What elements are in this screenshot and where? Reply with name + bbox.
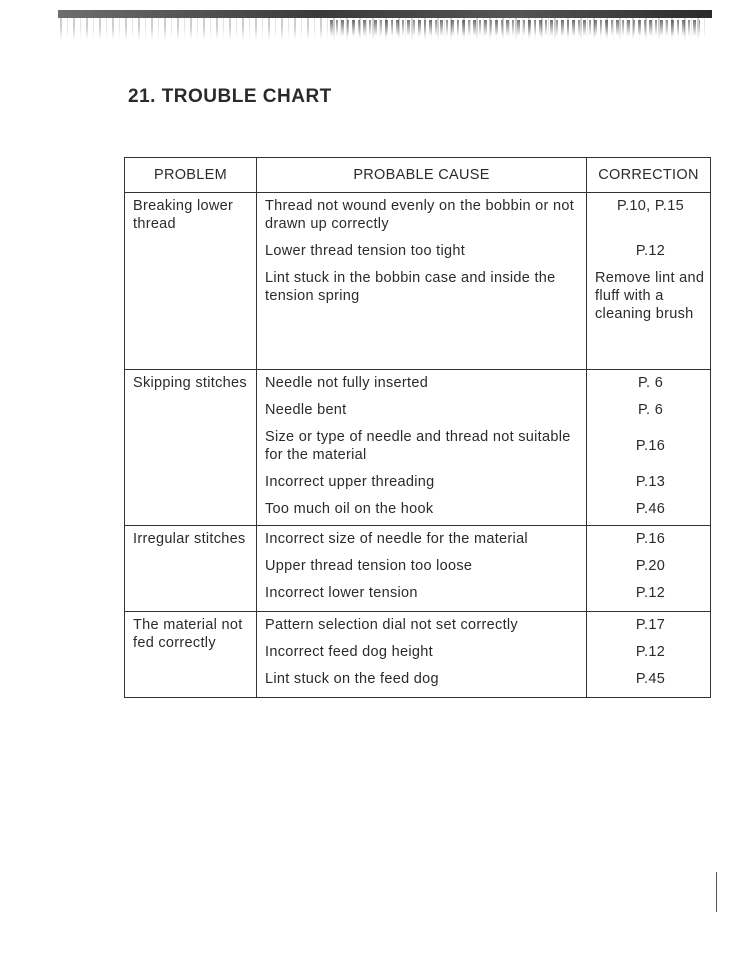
correction-item: P.12 (635, 585, 666, 601)
cause-cell (257, 370, 587, 526)
problem-cell: Breaking lower thread (125, 193, 257, 370)
correction-cell (587, 370, 711, 526)
cause-item: Pattern selection dial not set correctly (265, 617, 518, 633)
correction-item: P.45 (635, 671, 666, 687)
correction-cell (587, 526, 711, 612)
cause-item: Thread not wound evenly on the bobbin or not drawn up correctly (265, 198, 575, 232)
correction-item: P.16 (635, 438, 666, 454)
problem-cell: Skipping stitches (125, 370, 257, 526)
correction-item: P.13 (635, 474, 666, 490)
table-row (125, 526, 711, 612)
header-problem: PROBLEM (125, 158, 257, 193)
cause-cell (257, 193, 587, 370)
cause-item: Lint stuck on the feed dog (265, 671, 439, 687)
problem-cell: The material not fed correctly (125, 612, 257, 698)
cause-item: Lower thread tension too tight (265, 243, 466, 259)
header-correction: CORRECTION (587, 158, 711, 193)
correction-cell (587, 612, 711, 698)
trouble-chart-table (124, 157, 711, 698)
table-header-row (125, 158, 711, 193)
correction-item: P.10, P.15 (617, 198, 684, 214)
cause-item: Incorrect upper threading (265, 474, 435, 490)
page-title: 21. TROUBLE CHART (128, 86, 332, 107)
correction-item: P.17 (635, 617, 666, 633)
correction-item: P.46 (635, 501, 666, 517)
cause-item: Needle not fully inserted (265, 375, 429, 391)
scan-margin-mark (716, 872, 717, 912)
scan-edge-noise-heavy (330, 20, 700, 36)
table-row (125, 193, 711, 370)
correction-item: P. 6 (637, 375, 664, 391)
cause-cell (257, 526, 587, 612)
cause-item: Lint stuck in the bobbin case and inside the tension spring (265, 270, 556, 304)
correction-item: P.12 (635, 644, 666, 660)
cause-item: Upper thread tension too loose (265, 558, 473, 574)
header-probable-cause: PROBABLE CAUSE (257, 158, 587, 193)
correction-cell (587, 193, 711, 370)
cause-item: Incorrect lower tension (265, 585, 418, 601)
table-row (125, 370, 711, 526)
scan-edge-band (58, 10, 712, 18)
cause-item: Incorrect feed dog height (265, 644, 433, 660)
cause-item: Needle bent (265, 402, 347, 418)
correction-item: P.12 (635, 243, 666, 259)
correction-item: P.16 (635, 531, 666, 547)
cause-cell (257, 612, 587, 698)
cause-item: Incorrect size of needle for the material (265, 531, 528, 547)
correction-item: Remove lint and fluff with a cleaning brush (595, 270, 705, 322)
cause-item: Too much oil on the hook (265, 501, 434, 517)
correction-item: P.20 (635, 558, 666, 574)
cause-item: Size or type of needle and thread not suitable for the material (265, 429, 571, 463)
table-row (125, 612, 711, 698)
correction-item: P. 6 (637, 402, 664, 418)
problem-cell: Irregular stitches (125, 526, 257, 612)
